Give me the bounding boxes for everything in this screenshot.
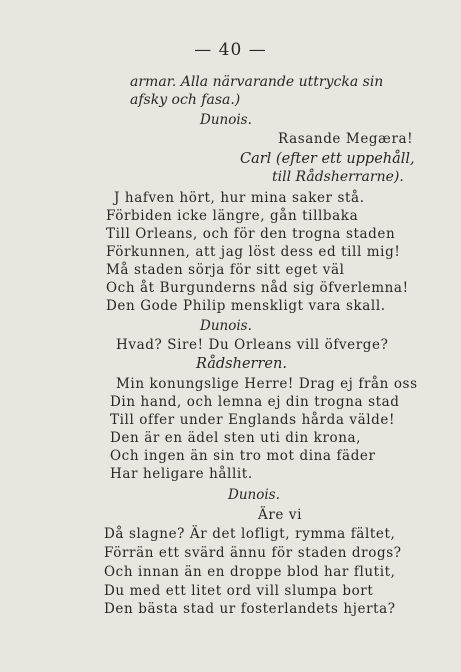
verse-line: Förrän ett svärd ännu för staden drogs? <box>104 545 402 561</box>
verse-line: Förkunnen, att jag löst dess ed till mig! <box>106 244 401 260</box>
verse-line: Till Orleans, och för den trogna staden <box>106 226 396 242</box>
verse-line: Förbiden icke längre, gån tillbaka <box>106 208 359 224</box>
verse-line: Den Gode Philip menskligt vara skall. <box>106 298 386 314</box>
speaker-carl: Carl (efter ett uppehåll, <box>240 151 415 167</box>
verse-line: J hafven hört, hur mina saker stå. <box>114 190 365 206</box>
speaker-radsherren: Rådsherren. <box>196 356 287 372</box>
verse-line: Har heligare hållit. <box>110 466 253 482</box>
verse-line: Och åt Burgunderns nåd sig öfverlemna! <box>106 280 409 296</box>
stage-direction-line-1: armar. Alla närvarande uttrycka sin <box>130 74 384 90</box>
verse-line: Din hand, och lemna ej din trogna stad <box>110 394 400 410</box>
verse-line: Och ingen än sin tro mot dina fäder <box>110 448 376 464</box>
verse-line: Då slagne? Är det lofligt, rymma fältet, <box>104 526 396 542</box>
speaker-dunois: Dunois. <box>200 318 252 334</box>
verse-line: Den är en ädel sten uti din krona, <box>110 430 362 446</box>
verse-line: Hvad? Sire! Du Orleans vill öfverge? <box>116 337 389 353</box>
verse-line: Rasande Megæra! <box>278 131 414 147</box>
verse-line: Du med ett litet ord vill slumpa bort <box>104 583 374 599</box>
verse-line: Äre vi <box>258 507 303 523</box>
verse-line: Till offer under Englands hårda välde! <box>110 412 396 428</box>
stage-direction: till Rådsherrarne). <box>272 169 404 185</box>
speaker-dunois: Dunois. <box>228 487 280 503</box>
verse-line: Min konungslige Herre! Drag ej från oss <box>116 376 418 392</box>
page-number: — 40 — <box>194 40 267 60</box>
verse-line: Må staden sörja för sitt eget väl <box>106 262 345 278</box>
verse-line: Den bästa stad ur fosterlandets hjerta? <box>104 601 396 617</box>
verse-line: Och innan än en droppe blod har flutit, <box>104 564 396 580</box>
speaker-dunois: Dunois. <box>200 112 252 128</box>
stage-direction-line-2: afsky och fasa.) <box>130 92 241 108</box>
